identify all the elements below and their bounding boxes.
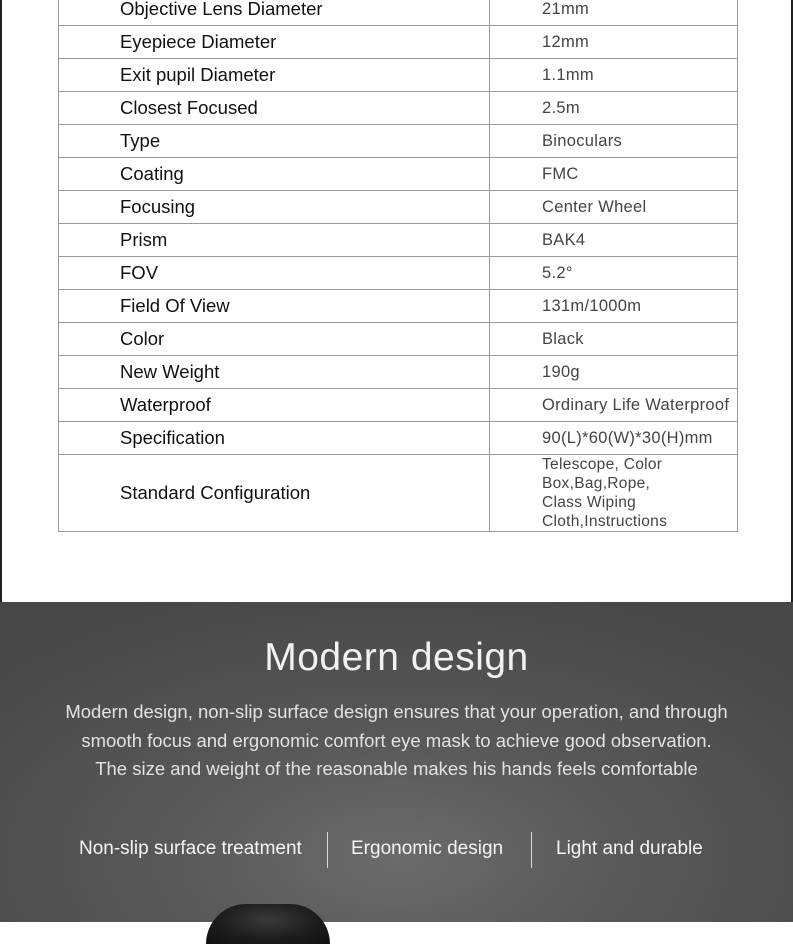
table-row — [59, 26, 738, 59]
spec-label: Specification — [59, 422, 490, 455]
spec-value: 90(L)*60(W)*30(H)mm — [490, 422, 738, 455]
spec-label: Focusing — [59, 191, 490, 224]
spec-table — [58, 0, 738, 532]
feature-divider — [531, 832, 532, 868]
table-row — [59, 422, 738, 455]
feature-item: Light and durable — [556, 838, 703, 859]
table-row — [59, 257, 738, 290]
spec-label: Field Of View — [59, 290, 490, 323]
description-line: The size and weight of the reasonable makes his hands feels comfortable — [95, 758, 698, 779]
spec-value: 5.2° — [490, 257, 738, 290]
section-title: Modern design — [264, 636, 529, 679]
section-description — [40, 698, 753, 784]
spec-label: Type — [59, 125, 490, 158]
spec-label: Closest Focused — [59, 92, 490, 125]
table-row — [59, 59, 738, 92]
table-row — [59, 0, 738, 26]
binocular-product-image — [206, 904, 330, 944]
modern-design-banner — [0, 602, 793, 922]
table-row — [59, 92, 738, 125]
spec-label: FOV — [59, 257, 490, 290]
spec-value: 2.5m — [490, 92, 738, 125]
spec-value: FMC — [490, 158, 738, 191]
table-row — [59, 389, 738, 422]
spec-value: 1.1mm — [490, 59, 738, 92]
spec-label: Objective Lens Diameter — [59, 0, 490, 26]
feature-divider — [327, 832, 328, 868]
spec-label: Eyepiece Diameter — [59, 26, 490, 59]
table-row — [59, 290, 738, 323]
spec-label: Exit pupil Diameter — [59, 59, 490, 92]
spec-value-line: Telescope, Color Box,Bag,Rope, — [542, 456, 663, 492]
spec-value: Binoculars — [490, 125, 738, 158]
table-row — [59, 224, 738, 257]
spec-label: Prism — [59, 224, 490, 257]
table-row — [59, 323, 738, 356]
spec-value: Center Wheel — [490, 191, 738, 224]
spec-label: Standard Configuration — [59, 455, 490, 532]
frame-border-left — [0, 0, 2, 602]
feature-item: Ergonomic design — [351, 838, 504, 859]
spec-value-line: Class Wiping Cloth,Instructions — [542, 494, 668, 530]
spec-label: New Weight — [59, 356, 490, 389]
spec-value: 12mm — [490, 26, 738, 59]
table-row — [59, 125, 738, 158]
spec-value: 190g — [490, 356, 738, 389]
spec-label: Waterproof — [59, 389, 490, 422]
feature-list — [0, 832, 793, 868]
table-row — [59, 158, 738, 191]
spec-value: 131m/1000m — [490, 290, 738, 323]
spec-label: Color — [59, 323, 490, 356]
description-line: smooth focus and ergonomic comfort eye mask to achieve good observation. — [81, 729, 712, 751]
table-row — [59, 356, 738, 389]
spec-value — [490, 455, 738, 532]
description-line: Modern design, non-slip surface design ensures that your operation, and through — [65, 701, 728, 722]
spec-value: BAK4 — [490, 224, 738, 257]
spec-label: Coating — [59, 158, 490, 191]
table-row — [59, 191, 738, 224]
spec-value: 21mm — [490, 0, 738, 26]
spec-value: Black — [490, 323, 738, 356]
table-row — [59, 455, 738, 532]
feature-item: Non-slip surface treatment — [79, 838, 302, 859]
spec-value: Ordinary Life Waterproof — [490, 389, 738, 422]
